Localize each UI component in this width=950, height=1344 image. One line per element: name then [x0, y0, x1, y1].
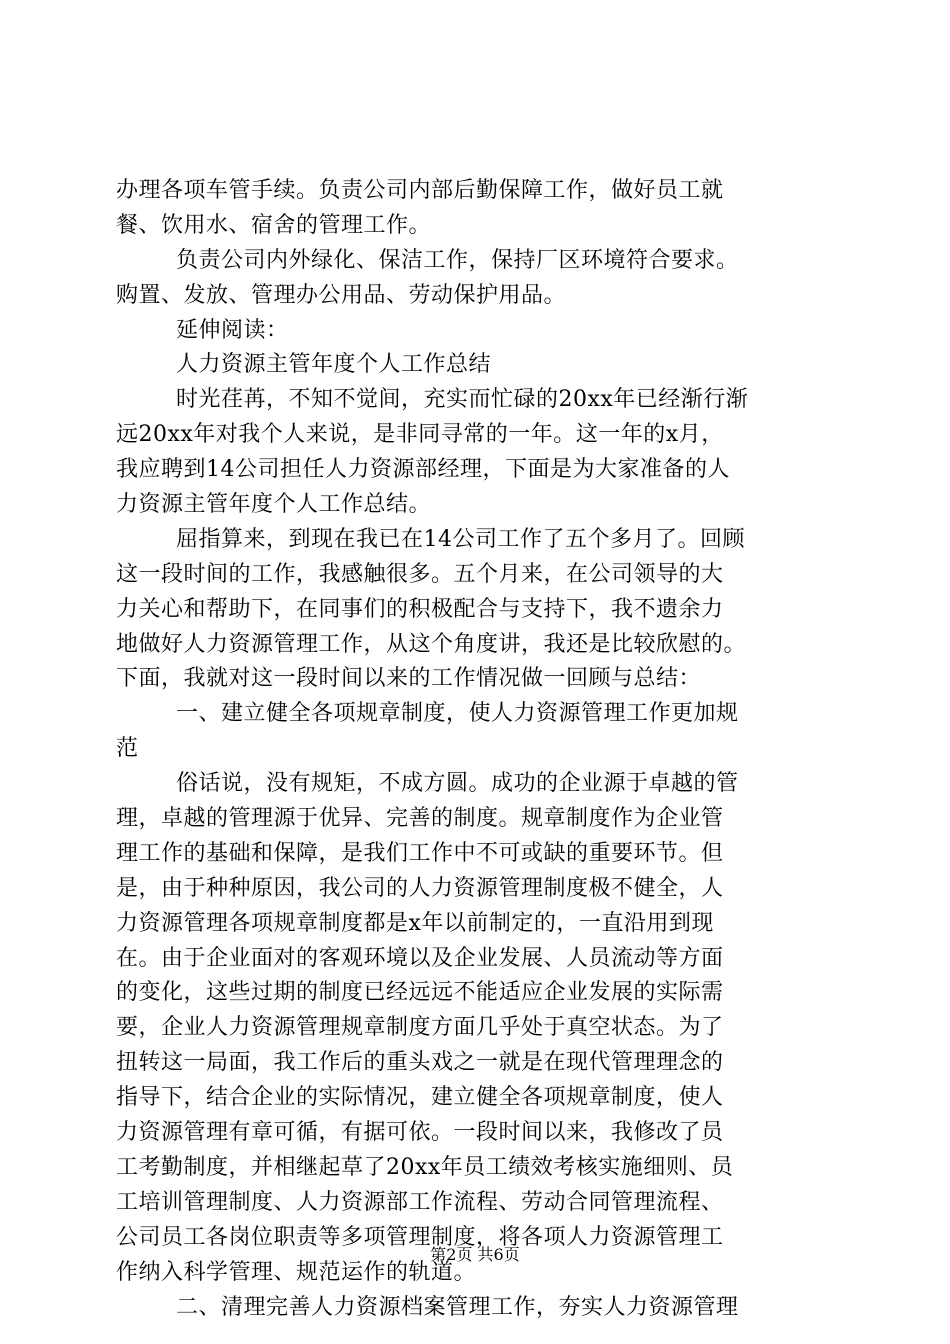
text-line: 远20xx年对我个人来说，是非同寻常的一年。这一年的x月， [116, 422, 724, 448]
text-line: 扭转这一局面，我工作后的重头戏之一就是在现代管理理念的 [116, 1050, 724, 1076]
text-line: 范 [116, 736, 139, 762]
text-line: 办理各项车管手续。负责公司内部后勤保障工作，做好员工就 [116, 178, 724, 203]
page-footer: 第2页 共6页 [430, 1245, 520, 1264]
text-line: 公司员工各岗位职责等多项管理制度，将各项人力资源管理工 [116, 1224, 724, 1250]
text-line: 餐、饮用水、宿舍的管理工作。 [116, 212, 432, 238]
text-line: 工培训管理制度、人力资源部工作流程、劳动合同管理流程、 [116, 1189, 724, 1215]
text-line: 的变化，这些过期的制度已经远远不能适应企业发展的实际需 [116, 980, 724, 1006]
text-line: 作纳入科学管理、规范运作的轨道。 [116, 1259, 477, 1285]
text-line: 地做好人力资源管理工作，从这个角度讲，我还是比较欣慰的。 [116, 631, 747, 657]
text-line: 负责公司内外绿化、保洁工作，保持厂区环境符合要求。 [176, 247, 739, 273]
text-line: 时光荏苒，不知不觉间，充实而忙碌的20xx年已经渐行渐 [176, 387, 749, 413]
text-line: 购置、发放、管理办公用品、劳动保护用品。 [116, 282, 567, 308]
text-line: 下面，我就对这一段时间以来的工作情况做一回顾与总结： [116, 666, 702, 692]
text-line: 在。由于企业面对的客观环境以及企业发展、人员流动等方面 [116, 945, 724, 971]
text-line: 俗话说，没有规矩，不成方圆。成功的企业源于卓越的管 [176, 771, 739, 797]
text-line: 力资源主管年度个人工作总结。 [116, 492, 432, 518]
text-line: 人力资源主管年度个人工作总结 [176, 352, 492, 378]
text-line: 是，由于种种原因，我公司的人力资源管理制度极不健全，人 [116, 875, 724, 901]
text-line: 力资源管理各项规章制度都是x年以前制定的，一直沿用到现 [116, 910, 714, 936]
document-body [116, 174, 836, 1325]
text-line: 二、清理完善人力资源档案管理工作，夯实人力资源管理 [176, 1294, 739, 1320]
text-line: 要，企业人力资源管理规章制度方面几乎处于真空状态。为了 [116, 1015, 724, 1041]
text-line: 理工作的基础和保障，是我们工作中不可或缺的重要环节。但 [116, 840, 724, 866]
text-line: 我应聘到14公司担任人力资源部经理，下面是为大家准备的人 [116, 457, 730, 483]
text-line: 力关心和帮助下，在同事们的积极配合与支持下，我不遗余力 [116, 596, 724, 622]
text-line: 这一段时间的工作，我感触很多。五个月来，在公司领导的大 [116, 561, 724, 587]
text-line: 延伸阅读： [176, 317, 289, 343]
text-line: 工考勤制度，并相继起草了20xx年员工绩效考核实施细则、员 [116, 1154, 734, 1180]
text-line: 力资源管理有章可循，有据可依。一段时间以来，我修改了员 [116, 1120, 724, 1146]
text-line: 指导下，结合企业的实际情况，建立健全各项规章制度，使人 [116, 1085, 724, 1111]
text-line: 理，卓越的管理源于优异、完善的制度。规章制度作为企业管 [116, 806, 724, 832]
text-line: 一、建立健全各项规章制度，使人力资源管理工作更加规 [176, 701, 739, 727]
text-line: 屈指算来，到现在我已在14公司工作了五个多月了。回顾 [176, 526, 745, 552]
